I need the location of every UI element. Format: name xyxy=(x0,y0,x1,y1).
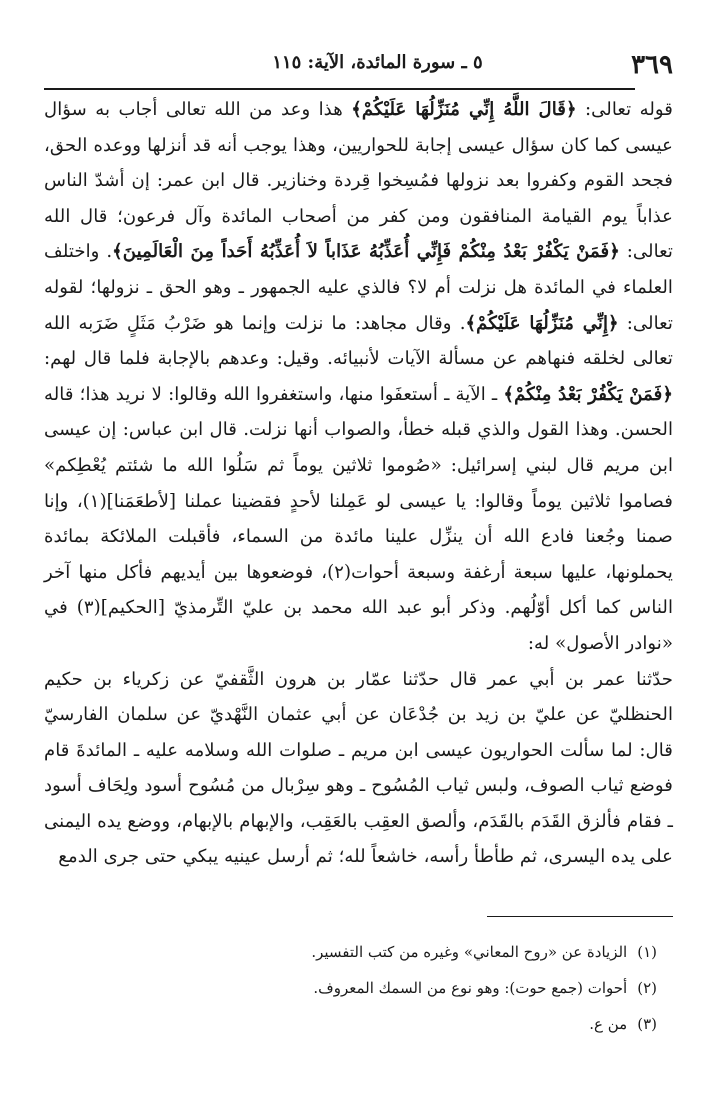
footnote-text: من ع. xyxy=(589,1015,628,1033)
header-rule xyxy=(44,88,635,90)
quran-verse: ﴿قَالَ اللَّهُ إِنِّي مُنَزِّلُهَا عَلَيْكُمْ﴾ xyxy=(351,99,577,120)
page-header xyxy=(82,44,673,84)
text-segment: ـ الآية ـ أستعفَوا منها، واستغفروا الله وقالوا: لا نريد هذا؛ قاله الحسن. وهذا القول والذي قبله خطأ، والصواب أنها نزلت. قال ابن عباس: إن عيسى ابن مريم قال لبني إسرائيل: «صُوموا ثلاثين يوماً ثم سَلُوا الله ما شئتم يُعْطِكم» فصاموا ثلاثين يوماً وقالوا: يا عيسى لو عَمِلنا لأحدٍ فقضينا عملنا [لأطعَمَنا](١)، وإنا صمنا وجُعنا فادع الله أن ينزِّل علينا مائدة من السماء، فأقبلت الملائكة بمائدة يحملونها، عليها سبعة أرغفة وسبعة أحوات(٢)، فوضعوها بين أيديهم فأكل منها آخر الناس كما أكل أوّلُهم. وذكر أبو عبد الله محمد بن عليّ التِّرمذيّ [الحكيم](٣) في «نوادر الأصول» له: xyxy=(44,383,674,654)
quran-verse: ﴿فَمَنْ يَكْفُرْ بَعْدُ مِنْكُمْ فَإِنِّي أُعَذِّبُهُ عَذَاباً لاَ أُعَذِّبُهُ أَحَداً مِنَ الْعَالَمِينَ﴾ xyxy=(112,241,620,263)
footnote-text: الزيادة عن «روح المعاني» وغيره من كتب التفسير. xyxy=(311,943,628,961)
page-number: ٣٦٩ xyxy=(631,50,673,80)
footnote-rule xyxy=(487,916,673,917)
body-text xyxy=(44,92,673,875)
footnote-text: أحوات (جمع حوت): وهو نوع من السمك المعروف. xyxy=(313,979,628,997)
text-segment: هذا وعد من الله تعالى أجاب به سؤال عيسى كما كان سؤال عيسى إجابة للحواريين، وهذا يوجب أنه قد أنزلها ووعده الحق، فجحد القوم وكفروا بعد نزولها فمُسِخوا قِردة وخنازير. قال ابن عمر: إن أشدّ الناس عذاباً يوم القيامة المنافقون ومن كفر من أصحاب المائدة وآل فرعون؛ قال الله تعالى: xyxy=(44,99,673,263)
footnotes xyxy=(60,934,657,1042)
quran-verse: ﴿فَمَنْ يَكْفُرْ بَعْدُ مِنْكُمْ﴾ xyxy=(503,383,673,405)
text-segment: . وقال مجاهد: ما نزلت وإنما هو ضَرْبُ مَثَلٍ ضَرَبه الله تعالى لخلقه فنهاهم عن مسألة الآيات لأنبيائه. وقيل: وعدهم بالإجابة فلما قال لهم: xyxy=(44,312,673,370)
footnote-3 xyxy=(60,1006,657,1042)
footnote-number: (٢) xyxy=(637,979,657,997)
footnote-number: (٣) xyxy=(637,1015,657,1033)
running-head: ٥ ـ سورة المائدة، الآية: ١١٥ xyxy=(272,52,483,73)
quran-verse: ﴿إِنِّي مُنَزِّلُهَا عَلَيْكُمْ﴾ xyxy=(465,312,619,334)
paragraph-1 xyxy=(44,92,673,662)
footnote-2 xyxy=(60,970,657,1006)
paragraph-2: حدّثنا عمر بن أبي عمر قال حدّثنا عمّار بن هرون الثَّقفيّ عن زكرياء بن حكيم الحنظليّ عن عليّ بن زيد بن جُدْعَان عن أبي عثمان النَّهْديّ عن سلمان الفارسيّ قال: لما سألت الحواريون عيسى ابن مريم ـ صلوات الله وسلامه عليه ـ المائدةَ قام فوضع ثياب الصوف، ولبس ثياب المُسُوح ـ وهو سِرْبال من مُسُوح أسود ولِحَاف أسود ـ فقام فألزق القَدَم بالقَدَم، وألصق العقِب بالعَقِب، والإبهام بالإبهام، ووضع يده اليمنى على يده اليسرى، ثم طأطأ رأسه، خاشعاً لله؛ ثم أرسل عينيه يبكي حتى جرى الدمع xyxy=(44,668,673,868)
footnote-number: (١) xyxy=(637,943,657,961)
text-segment: قوله تعالى: xyxy=(576,99,673,120)
footnote-1 xyxy=(60,934,657,970)
text-segment: . واختلف العلماء في المائدة هل نزلت أم لا؟ فالذي عليه الجمهور ـ وهو الحق ـ نزولها؛ لقوله تعالى: xyxy=(44,241,673,334)
